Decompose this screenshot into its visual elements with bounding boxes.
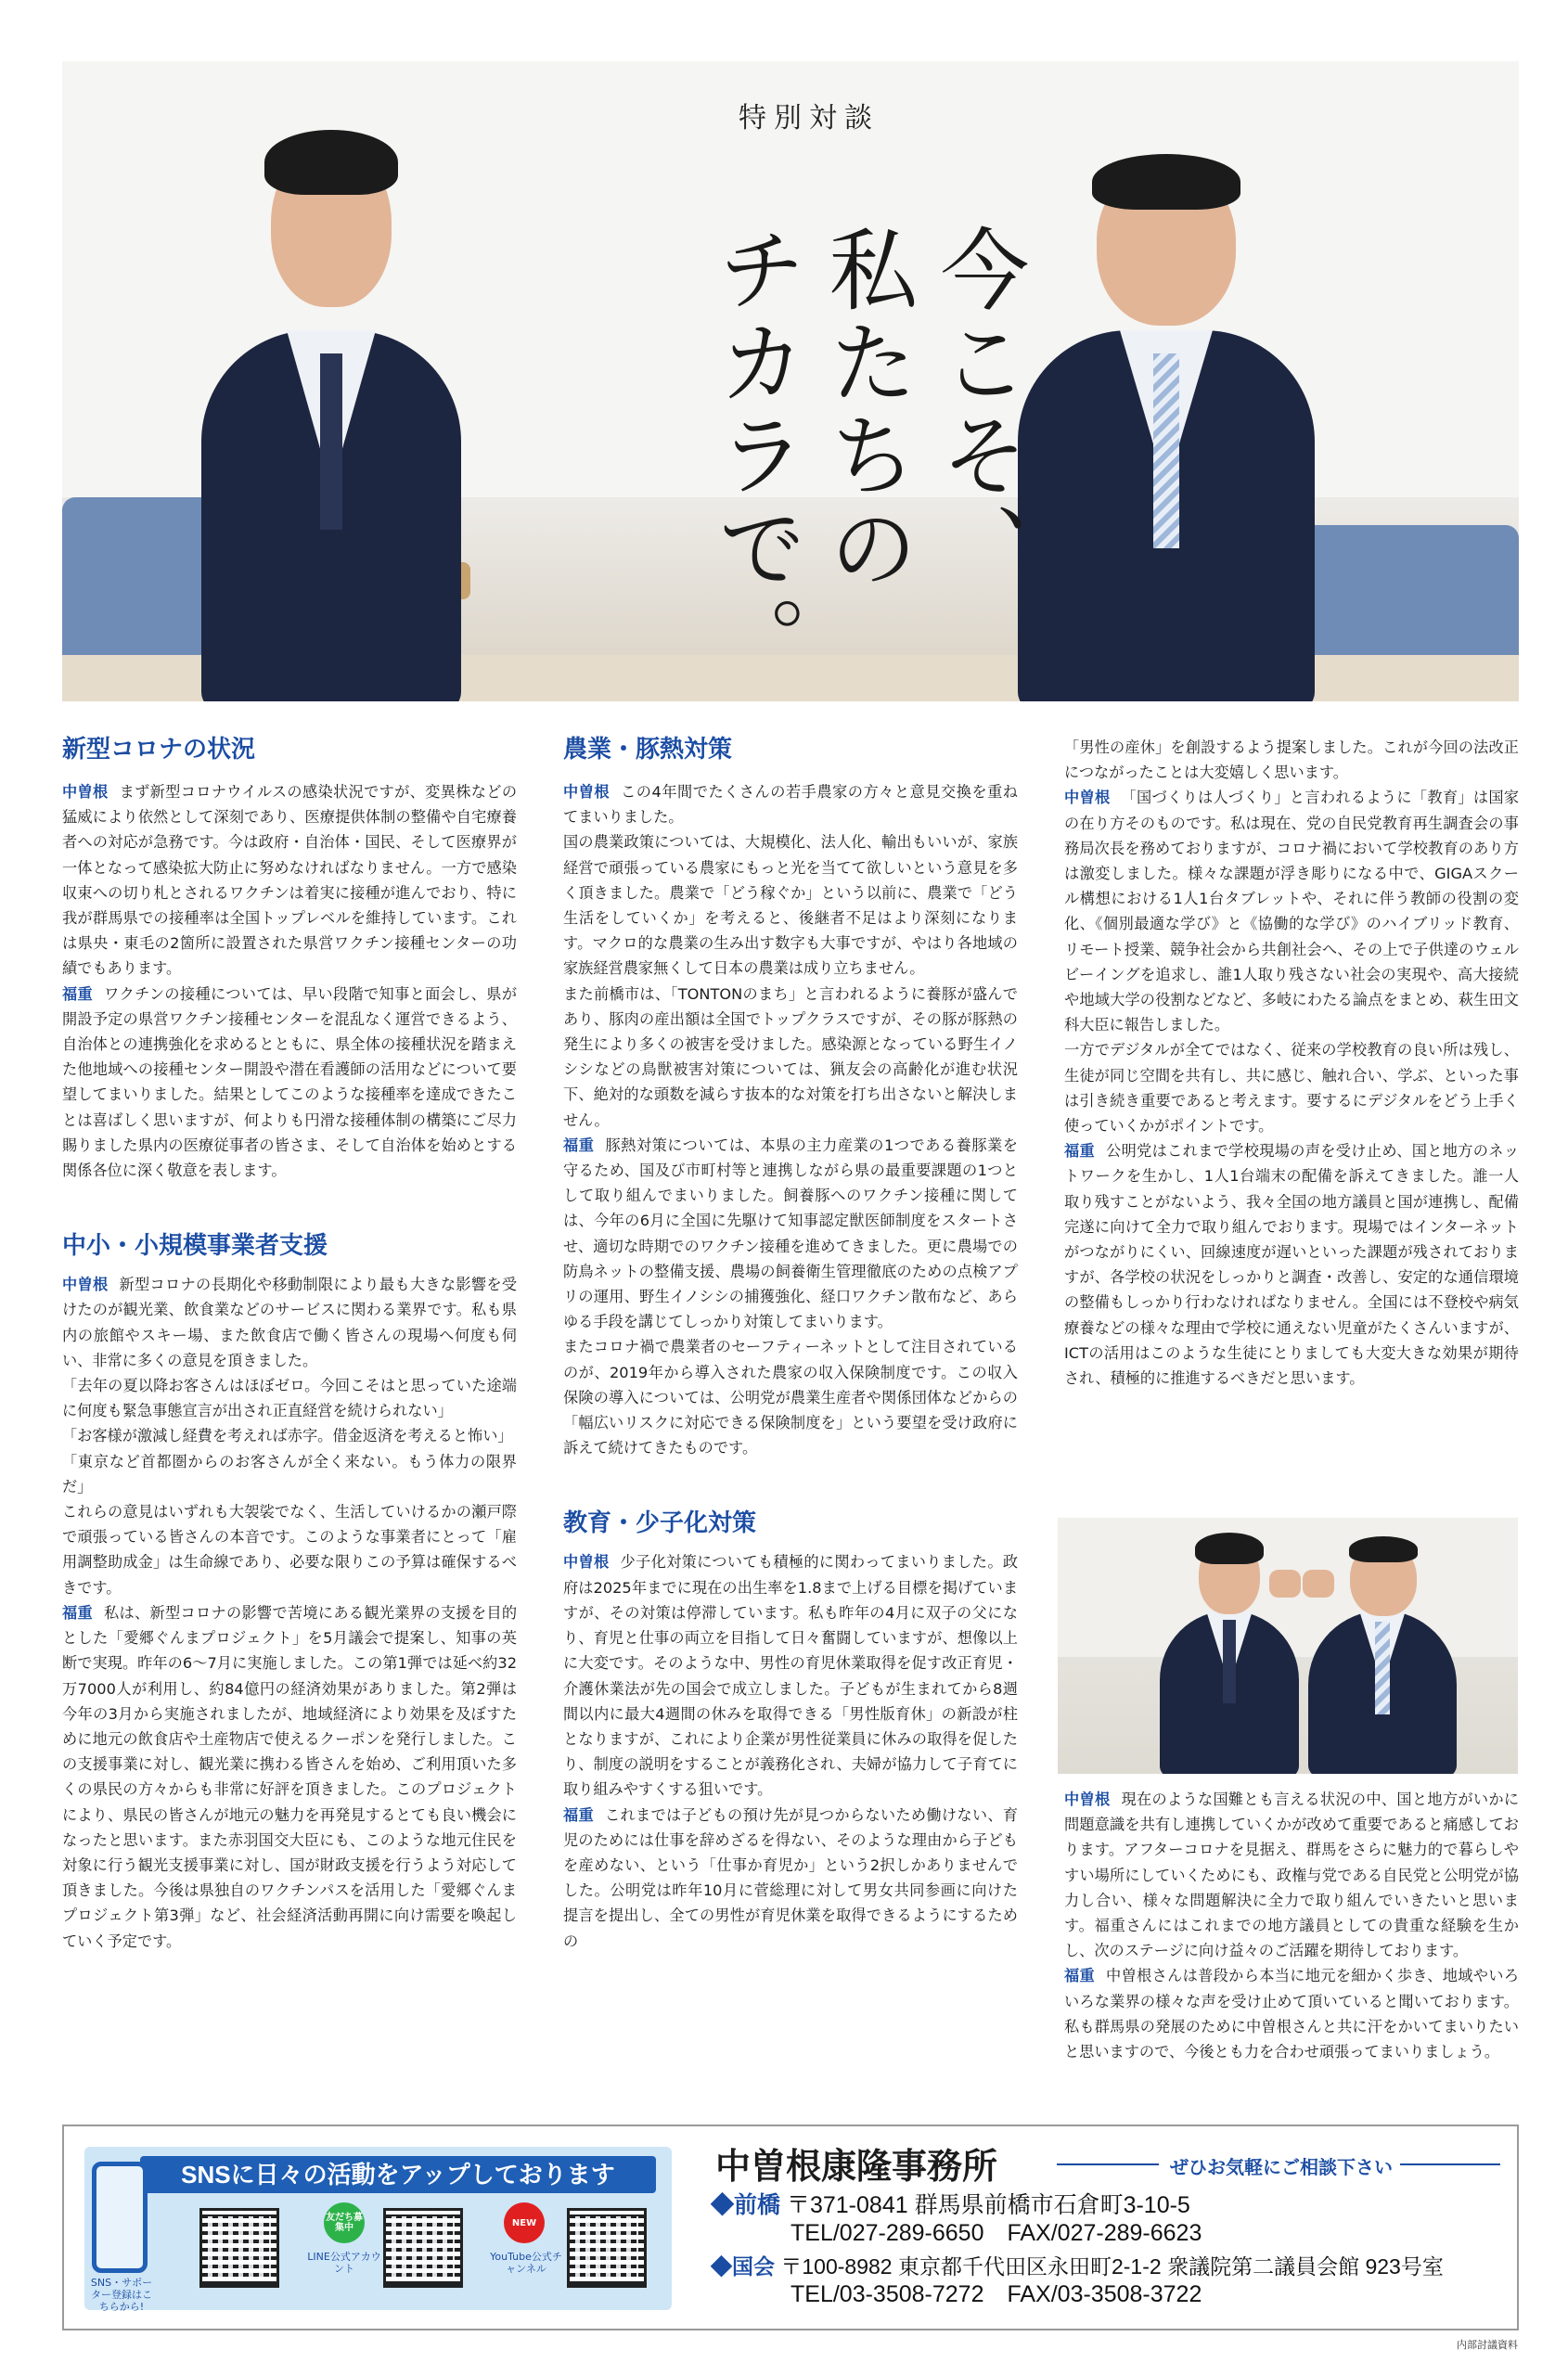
quote: 「お客様が激減し経費を考えれば赤字。借金返済を考えると怖い」 — [62, 1427, 513, 1445]
divider — [1057, 2163, 1159, 2165]
consult-text: ぜひお気軽にご相談下さい — [1170, 2156, 1393, 2178]
sns-supporter-label: SNS・サポーター登録はこちらから! — [90, 2277, 153, 2313]
section-heading: 教育・少子化対策 — [563, 1508, 757, 1537]
speaker: 福重 — [563, 1136, 595, 1154]
hero-photo — [62, 61, 1519, 701]
internal-document-note: 内部討議資料 — [1457, 2339, 1518, 2351]
headline-line-3: チカラで。 — [703, 224, 807, 687]
quote: 「去年の夏以降お客さんはほぼゼロ。今回こそはと思っていた途端に何度も緊急事態宣言が出され正直経営を続けられない」 — [62, 1377, 517, 1420]
maebashi-tel: TEL/027-289-6650 FAX/027-289-6623 — [790, 2220, 1202, 2246]
kokkai-tel: TEL/03-3508-7272 FAX/03-3508-3722 — [790, 2281, 1202, 2307]
speaker: 福重 — [62, 984, 94, 1003]
paragraph: 福重 私は、新型コロナの影響で苦境にある観光業界の支援を目的とした「愛郷ぐんまプロジェクト」を5月議会で提案し、知事の英断で実現。昨年の6〜7月に実施しました。この第1弾では延べ約32万7000人が利用し、約84億円の経済効果がありました。第2弾は今年の3月から実施されましたが、地域経済により効果を及ぼすために地元の飲食店や土産物店で使えるクーポンを発行しました。この支援事業に対し、観光業に携わる皆さんを始め、ご利用頂いた多くの県民の方々からも非常に好評を頂きました。このプロジェクトにより、県民の皆さんが地元の魅力を再発見するとても良い機会になったと思います。また赤羽国交大臣にも、このような地元住民を対象に行う観光支援事業に対し、国が財政支援を行うよう対応して頂きました。今後は県独自のワクチンパスを活用した「愛郷ぐんまプロジェクト第3弾」など、社会経済活動再開に向け需要を喚起していく予定です。 — [62, 1603, 518, 1950]
column-3-bottom — [1064, 1787, 1519, 2064]
speaker: 中曽根 — [62, 1276, 109, 1294]
section-heading: 農業・豚熱対策 — [563, 735, 733, 763]
headline-line-1: 今こそ、 — [926, 224, 1030, 595]
youtube-label: YouTube公式チャンネル — [490, 2251, 562, 2275]
speaker: 福重 — [563, 1805, 594, 1824]
speaker: 中曽根 — [563, 1553, 610, 1572]
smartphone-icon — [92, 2162, 148, 2273]
qr-code-line[interactable] — [383, 2208, 463, 2288]
person-nakasone — [183, 117, 480, 701]
paragraph: 国の農業政策については、大規模化、法人化、輸出もいいが、家族経営で頑張っている農家にもっと光を当てて欲しいという意見を多く頂きました。農業で「どう稼ぐか」という以前に、農業で「どう生活をしていくか」を考えると、後継者不足はより深刻になります。マクロ的な農業の生み出す数字も大事ですが、やはり各地域の家族経営農家無くして日本の農業は成り立ちません。 — [563, 833, 1018, 978]
office-name: 中曽根康隆事務所 — [715, 2148, 998, 2187]
paragraph: 福重 ワクチンの接種については、早い段階で知事と面会し、県が開設予定の県営ワクチン接種センターを混乱なく運営できるよう、自治体との連携強化を求めるとともに、県全体の接種状況を踏まえた他地域への接種センター開設や潜在看護師の活用などについて要望してまいりました。結果としてこのような接種率を達成できたことは喜ばしく思いますが、何よりも円滑な接種体制の構築にご尽力賜りました県内の医療従事者の皆さま、そして自治体を始めとする関係各位に深く敬意を表します。 — [62, 984, 518, 1180]
speaker: 中曽根 — [1064, 789, 1111, 807]
special-talk-label: 特別対談 — [739, 102, 880, 135]
paragraph: 福重 中曽根さんは普段から本当に地元を細かく歩き、地域やいろいろな業界の様々な声を受け止めて頂いていると聞いております。私も群馬県の発展のために中曽根さんと共に汗をかいてまいりたいと思いますので、今後とも力を合わせ頑張ってまいりましょう。 — [1064, 1967, 1520, 2061]
sns-panel — [84, 2147, 672, 2313]
kokkai-address: ◆国会 〒100-8982 東京都千代田区永田町2-1-2 衆議院第二議員会館 923号室 — [711, 2254, 1444, 2279]
person-fukushige — [1009, 154, 1324, 701]
section-heading: 新型コロナの状況 — [62, 735, 256, 763]
paragraph: 中曽根 この4年間でたくさんの若手農家の方々と意見交換を重ねてまいりました。 — [563, 783, 1018, 827]
paragraph: 中曽根 現在のような国難とも言える状況の中、国と地方がいかに問題意識を共有し連携していくかが改めて重要であると痛感しております。アフターコロナを見据え、群馬をさらに魅力的で暮らしやすい場所にしていくためにも、政権与党である自民党と公明党が協力し合い、様々な問題解決に全力で取り組んでいきたいと思います。福重さんにはこれまでの地方議員としての貴重な経験を生かし、次のステージに向け益々のご活躍を期待しております。 — [1064, 1791, 1520, 1960]
line-label: LINE公式アカウント — [307, 2251, 381, 2275]
speaker: 福重 — [62, 1603, 93, 1622]
speaker: 中曽根 — [563, 783, 610, 801]
paragraph: 「男性の産休」を創設するよう提案しました。これが今回の法改正につながったことは大変嬉しく思います。 — [1064, 738, 1519, 782]
quote: 「東京など首都圏からのお客さんが全く来ない。もう体力の限界だ」 — [62, 1452, 517, 1496]
column-1 — [62, 733, 517, 1954]
speaker: 中曽根 — [62, 783, 109, 801]
section-heading: 中小・小規模事業者支援 — [62, 1231, 328, 1260]
line-badge: 友だち募集中 — [324, 2202, 365, 2243]
maebashi-address: ◆前橋 〒371-0841 群馬県前橋市石倉町3-10-5 — [711, 2192, 1190, 2218]
headline-line-2: 私たちの — [815, 224, 919, 595]
paragraph: 中曽根 まず新型コロナウイルスの感染状況ですが、変異株などの猛威により依然として深刻であり、医療提供体制の整備や自宅療養者への対応が急務です。今は政府・自治体・国民、そして医療界が一体となって感染拡大防止に努めなければなりません。一方で感染収束への切り札とされるワクチンは着実に接種が進んでおり、特に我が群馬県での接種率は全国トップレベルを維持しています。これは県央・東毛の2箇所に設置された県営ワクチン接種センターの功績でもあります。 — [62, 783, 518, 978]
paragraph: 中曽根 「国づくりは人づくり」と言われるように「教育」は国家の在り方そのものです。私は現在、党の自民党教育再生調査会の事務局次長を務めておりますが、コロナ禍において学校教育のあり方は激変しました。様々な課題が浮き彫りになる中で、GIGAスクール構想における1人1台タブレットや、それに伴う教師の役割の変化、《個別最適な学び》と《協働的な学び》のハイブリッド教育、リモート授業、競争社会から共創社会へ、その上で子供達のウェルビーイングを追求し、誰1人取り残さない社会の実現や、高大接続や地域大学の役割などなど、多岐にわたる論点をまとめ、萩生田文科大臣に報告しました。 — [1064, 789, 1520, 1034]
paragraph: 中曽根 少子化対策についても積極的に関わってまいりました。政府は2025年までに現在の出生率を1.8まで上げる目標を掲げていますが、その対策は停滞しています。私も昨年の4月に双子の父になり、育児と仕事の両立を目指して日々奮闘していますが、想像以上に大変です。そのような中、男性の育児休業取得を促す改正育児・介護休業法が先の国会で成立しました。子どもが生まれてから8週間以内に最大4週間の休みを取得できる「男性版育休」の新設が柱となりますが、これにより企業が男性従業員に休みの取得を促したり、制度の説明をすることが義務化され、夫婦が協力して子育てに取り組みやすくする狙いです。 — [563, 1553, 1019, 1799]
paragraph: 一方でデジタルが全てではなく、従来の学校教育の良い所は残し、生徒が同じ空間を共有し、共に感じ、触れ合い、学ぶ、といった事は引き続き重要であると考えます。要するにデジタルをどう上手く使っていくかがポイントです。 — [1064, 1041, 1519, 1136]
speaker: 中曽根 — [1064, 1791, 1111, 1808]
divider — [1400, 2163, 1500, 2165]
qr-code-sns[interactable] — [199, 2208, 279, 2288]
paragraph: 中曽根 新型コロナの長期化や移動制限により最も大きな影響を受けたのが観光業、飲食業などのサービスに関わる業界です。私も県内の旅館やスキー場、また飲食店で働く皆さんの現場へ何度も伺い、非常に多くの意見を頂きました。 — [62, 1276, 518, 1369]
paragraph: 福重 これまでは子どもの預け先が見つからないため働けない、育児のためには仕事を辞めざるを得ない、そのような理由から子どもを産めない、という「仕事か育児か」という2択しかありませんでした。公明党は昨年10月に菅総理に対して男女共同参画に向けた提言を提出し、全ての男性が育児休業を取得できるようにするための — [563, 1805, 1019, 1950]
paragraph: また前橋市は、「TONTONのまち」と言われるように養豚が盛んであり、豚肉の産出額は全国でトップクラスですが、その豚が豚熱の発生により多くの被害を受けました。感染源となっている野生イノシシなどの鳥獣被害対策については、猟友会の高齢化が進む状況下、絶対的な頭数を減らす抜本的な対策を打ち出さないと解決しません。 — [563, 984, 1018, 1129]
youtube-new-badge: NEW — [504, 2202, 545, 2243]
fist-bump-photo — [1058, 1518, 1518, 1774]
sns-banner: SNSに日々の活動をアップしております — [140, 2156, 656, 2193]
qr-code-youtube[interactable] — [567, 2208, 647, 2288]
paragraph: またコロナ禍で農業者のセーフティーネットとして注目されているのが、2019年から導入された農家の収入保険制度です。この収入保険の導入については、公明党が農業生産者や関係団体などからの「幅広いリスクに対応できる保険制度を」という要望を受け政府に訴えて続けてきたものです。 — [563, 1338, 1018, 1457]
paragraph: 福重 豚熱対策については、本県の主力産業の1つである養豚業を守るため、国及び市町村等と連携しながら県の最重要課題の1つとして取り組んでまいりました。飼養豚へのワクチン接種に関しては、今年の6月に全国に先駆けて知事認定獣医師制度をスタートさせ、適切な時期でのワクチン接種を進めてきました。更に農場での防鳥ネットの整備支援、農場の飼養衛生管理徹底のための点検アプリの運用、野生イノシシの捕獲強化、経口ワクチン散布など、あらゆる手段を講じてしっかり対策してまいります。 — [563, 1136, 1018, 1331]
speaker: 福重 — [1064, 1967, 1096, 1985]
column-2 — [563, 733, 1018, 1954]
speaker: 福重 — [1064, 1142, 1096, 1161]
paragraph: これらの意見はいずれも大袈裟でなく、生活していけるかの瀬戸際で頑張っている皆さんの本音です。このような事業者にとって「雇用調整助成金」は生命線であり、必要な限りこの予算は確保するべきです。 — [62, 1503, 517, 1597]
paragraph: 福重 公明党はこれまで学校現場の声を受け止め、国と地方のネットワークを生かし、1人1台端末の配備を訴えてきました。誰一人取り残すことがないよう、我々全国の地方議員と国が連携し、配備完遂に向けて全力で取り組んでおります。現場ではインターネットがつながりにくい、回線速度が遅いといった課題が残されておりますが、各学校の状況をしっかりと調査・改善し、安定的な通信環境の整備もしっかり行わなければなりません。全国には不登校や病気療養などの様々な理由で学校に通えない児童がたくさんいますが、ICTの活用はこのような生徒にとりましても大変大きな効果が期待され、積極的に推進するべきだと思います。 — [1064, 1142, 1520, 1388]
column-3-top — [1064, 735, 1519, 1391]
footer-box — [62, 2125, 1519, 2330]
